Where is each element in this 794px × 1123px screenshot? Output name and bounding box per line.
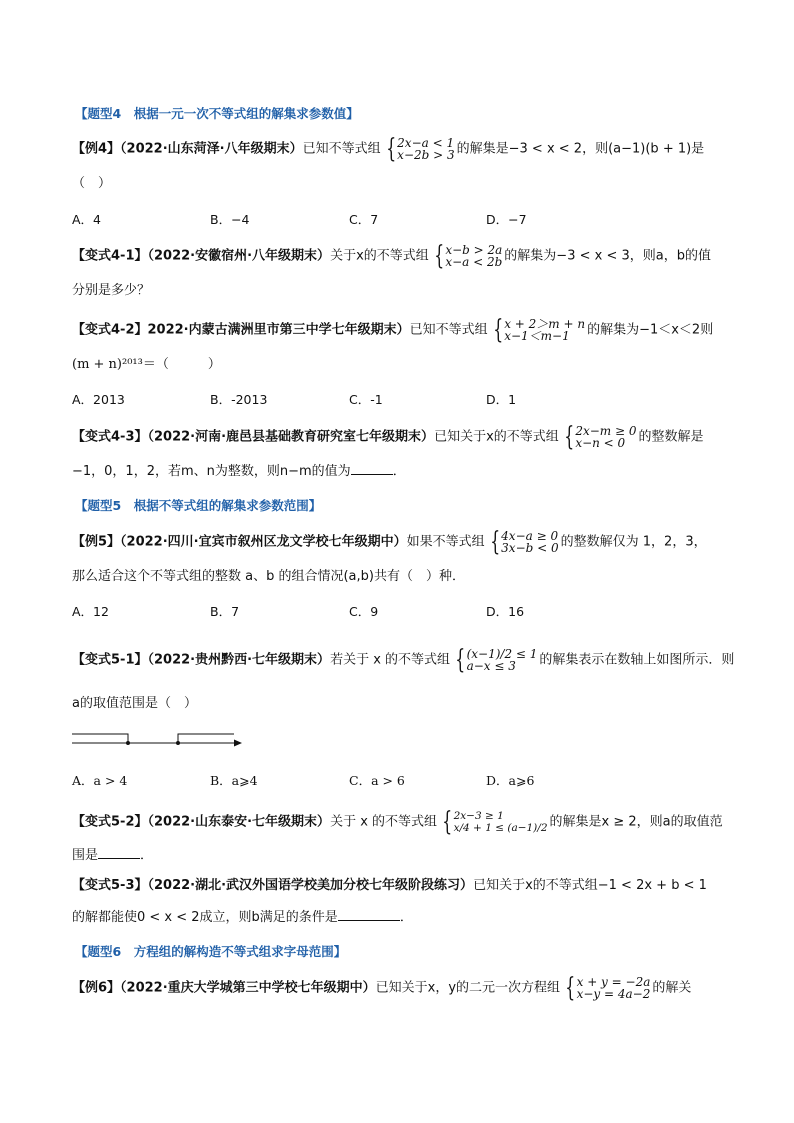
variant-5-2-source: （2022·山东泰安·七年级期末） bbox=[147, 814, 331, 830]
system-row: x−n < 0 bbox=[575, 436, 626, 450]
option-c: C．9 bbox=[349, 604, 379, 619]
example-5 bbox=[72, 527, 707, 557]
variant-4-1-stem: 关于x的不等式组 bbox=[330, 248, 429, 264]
variant-4-1 bbox=[72, 241, 711, 271]
variant-4-1-line2: 分别是多少？ bbox=[72, 283, 151, 298]
system-row: 2x−m ≥ 0 bbox=[575, 424, 637, 438]
option-c: C．7 bbox=[349, 212, 379, 227]
option-b: B．a⩾4 bbox=[210, 773, 258, 788]
section-heading-4: 【题型4 根据一元一次不等式组的解集求参数值】 bbox=[75, 106, 359, 121]
example-5-stem-end: 的整数解仅为 1，2，3， bbox=[560, 534, 707, 550]
variant-5-2-system: { 2x−3 ≥ 1 x/4 + 1 ≤ (a−1)/2 bbox=[442, 807, 548, 837]
variant-5-2-line2-text: 围是 bbox=[72, 848, 99, 863]
example-4-source: （2022·山东菏泽·八年级期末） bbox=[120, 141, 303, 157]
system-row: 2x−3 ≥ 1 bbox=[453, 810, 504, 822]
variant-4-3-stem-end: 的整数解是 bbox=[638, 429, 704, 445]
variant-4-2-source: 2022·内蒙古满洲里市第三中学七年级期末） bbox=[147, 322, 410, 338]
variant-5-3 bbox=[72, 877, 707, 895]
system-row: 4x−a ≥ 0 bbox=[501, 529, 559, 543]
example-4-system: { 2x−a < 1 x−2b > 3 bbox=[385, 134, 455, 164]
variant-5-1-stem-end: 的解集表示在数轴上如图所示．则 bbox=[539, 652, 735, 668]
system-row: x−y = 4a−2 bbox=[576, 987, 651, 1001]
example-5-stem: 如果不等式组 bbox=[406, 534, 485, 550]
option-b: B．−4 bbox=[210, 212, 250, 227]
option-a: A．a > 4 bbox=[72, 773, 128, 788]
option-d: D．1 bbox=[486, 392, 517, 407]
example-6-system: { x + y = −2a x−y = 4a−2 bbox=[565, 973, 651, 1003]
period: ． bbox=[392, 464, 406, 479]
variant-4-1-tag: 【变式4-1】 bbox=[72, 248, 148, 264]
option-d: D．a⩾6 bbox=[486, 773, 535, 788]
variant-5-1-system: { (x−1)/2 ≤ 1 a−x ≤ 3 bbox=[455, 645, 538, 675]
example-6-source: （2022·重庆大学城第三中学校七年级期中） bbox=[120, 980, 376, 996]
variant-4-3-tag: 【变式4-3】 bbox=[72, 429, 148, 445]
filled-endpoint bbox=[176, 741, 180, 745]
system-row: x−b > 2a bbox=[445, 243, 503, 257]
variant-4-1-source: （2022·安徽宿州·八年级期末） bbox=[147, 248, 331, 264]
variant-4-1-system: { x−b > 2a x−a < 2b bbox=[434, 241, 503, 271]
variant-5-2-stem-end: 的解集是x ≥ 2，则a的取值范 bbox=[549, 814, 723, 830]
example-6-tag: 【例6】 bbox=[72, 980, 121, 996]
variant-4-3-line2-text: −1，0，1，2，若m、n为整数，则n−m的值为 bbox=[72, 464, 351, 479]
example-5-tag: 【例5】 bbox=[72, 534, 121, 550]
example-5-source: （2022·四川·宜宾市叙州区龙文学校七年级期中） bbox=[120, 534, 407, 550]
variant-4-3 bbox=[72, 422, 704, 452]
option-d: D．−7 bbox=[486, 212, 527, 227]
option-a: A．4 bbox=[72, 212, 102, 227]
variant-5-3-line2 bbox=[72, 908, 413, 927]
variant-4-2-system: { x + 2＞m + n x−1＜m−1 bbox=[492, 315, 586, 345]
example-4-tag: 【例4】 bbox=[72, 141, 121, 157]
system-row: (x−1)/2 ≤ 1 bbox=[466, 647, 538, 661]
answer-blank[interactable] bbox=[98, 846, 140, 859]
variant-4-1-stem-end: 的解集为−3 < x < 3，则a，b的值 bbox=[504, 248, 711, 264]
variant-4-3-source: （2022·河南·鹿邑县基础教育研究室七年级期末） bbox=[147, 429, 435, 445]
arrow-right-icon bbox=[234, 740, 242, 747]
system-row: 3x−b < 0 bbox=[501, 541, 559, 555]
variant-5-3-tag: 【变式5-3】 bbox=[72, 878, 148, 893]
variant-4-3-system: { 2x−m ≥ 0 x−n < 0 bbox=[564, 422, 637, 452]
variant-5-1-line2: a的取值范围是（ ） bbox=[72, 696, 197, 711]
variant-5-1-stem: 若关于 x 的不等式组 bbox=[330, 652, 451, 668]
option-c: C．a > 6 bbox=[349, 773, 405, 788]
section-heading-6: 【题型6 方程组的解构造不等式组求字母范围】 bbox=[75, 944, 347, 959]
system-row: x/4 + 1 ≤ (a−1)/2 bbox=[453, 822, 548, 834]
option-c: C．-1 bbox=[349, 392, 383, 407]
variant-5-3-source: （2022·湖北·武汉外国语学校美加分校七年级阶段练习） bbox=[147, 878, 474, 893]
example-5-system: { 4x−a ≥ 0 3x−b < 0 bbox=[489, 527, 559, 557]
example-4 bbox=[72, 134, 705, 164]
number-line-figure bbox=[72, 728, 252, 752]
answer-blank[interactable] bbox=[338, 908, 400, 921]
system-row: x−1＜m−1 bbox=[504, 329, 570, 343]
variant-5-1-tag: 【变式5-1】 bbox=[72, 652, 148, 668]
system-row: x + 2＞m + n bbox=[504, 317, 586, 331]
variant-4-2 bbox=[72, 315, 714, 345]
system-row: 2x−a < 1 bbox=[397, 136, 455, 150]
variant-5-2-stem: 关于 x 的不等式组 bbox=[330, 814, 438, 830]
example-4-stem: 已知不等式组 bbox=[302, 141, 381, 157]
example-5-line2: 那么适合这个不等式组的整数 a、b 的组合情况(a,b)共有（ ）种． bbox=[72, 569, 465, 584]
solution-ray-right bbox=[178, 734, 234, 743]
system-row: x−2b > 3 bbox=[397, 148, 455, 162]
example-6 bbox=[72, 973, 692, 1003]
variant-4-2-tag: 【变式4-2】 bbox=[72, 322, 148, 338]
answer-blank[interactable] bbox=[351, 462, 393, 475]
variant-5-1 bbox=[72, 645, 735, 675]
variant-5-2 bbox=[72, 807, 723, 837]
period: ． bbox=[399, 910, 413, 925]
variant-4-2-stem-end: 的解集为−1＜x＜2则 bbox=[587, 322, 714, 338]
variant-4-3-stem: 已知关于x的不等式组 bbox=[434, 429, 559, 445]
option-b: B．-2013 bbox=[210, 392, 268, 407]
option-a: A．2013 bbox=[72, 392, 125, 407]
section-heading-5: 【题型5 根据不等式组的解集求参数范围】 bbox=[75, 498, 322, 513]
variant-5-3-stem: 已知关于x的不等式组−1 < 2x + b < 1 bbox=[473, 878, 707, 893]
solution-ray-left bbox=[72, 734, 128, 743]
option-b: B．7 bbox=[210, 604, 240, 619]
system-row: x + y = −2a bbox=[576, 975, 651, 989]
filled-endpoint bbox=[126, 741, 130, 745]
variant-4-2-stem: 已知不等式组 bbox=[409, 322, 488, 338]
variant-4-2-line2: (m + n)²⁰¹³＝（ ） bbox=[72, 357, 221, 372]
option-a: A．12 bbox=[72, 604, 109, 619]
example-6-stem: 已知关于x，y的二元一次方程组 bbox=[375, 980, 561, 996]
variant-5-1-source: （2022·贵州黔西·七年级期末） bbox=[147, 652, 331, 668]
option-d: D．16 bbox=[486, 604, 525, 619]
example-4-stem-end: 的解集是−3 < x < 2，则(a−1)(b + 1)是 bbox=[456, 141, 705, 157]
period: ． bbox=[140, 848, 154, 863]
system-row: x−a < 2b bbox=[445, 255, 503, 269]
variant-5-2-tag: 【变式5-2】 bbox=[72, 814, 148, 830]
example-4-line2: （ ） bbox=[72, 176, 112, 191]
variant-5-3-line2-text: 的解都能使0 < x < 2成立，则b满足的条件是 bbox=[72, 910, 338, 925]
example-6-stem-end: 的解关 bbox=[652, 980, 692, 996]
variant-4-3-line2 bbox=[72, 462, 406, 481]
variant-5-2-line2 bbox=[72, 846, 153, 865]
system-row: a−x ≤ 3 bbox=[466, 659, 516, 673]
